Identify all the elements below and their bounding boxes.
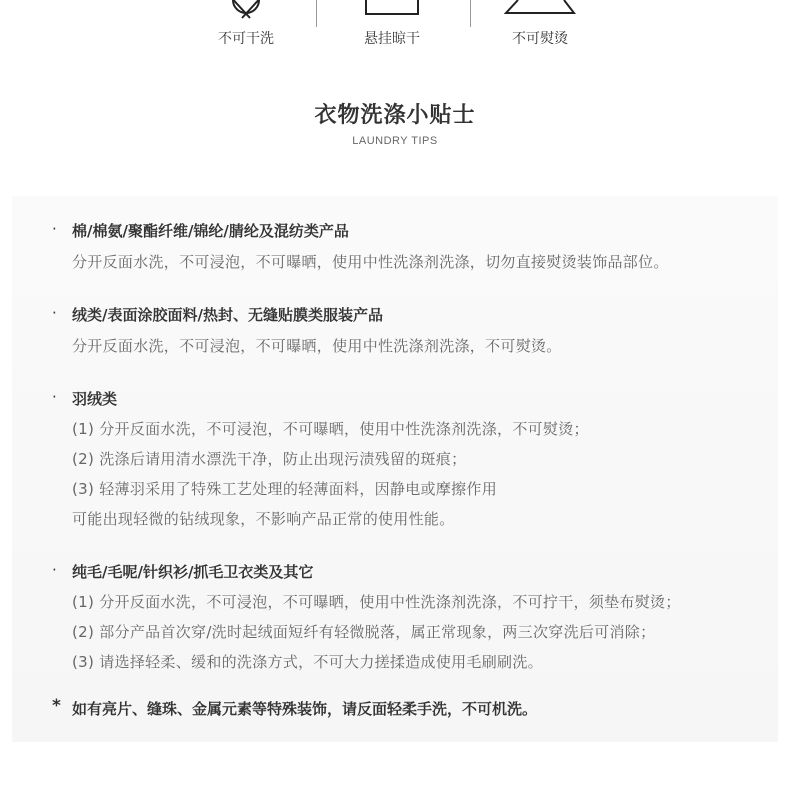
page-subtitle: LAUNDRY TIPS	[352, 135, 438, 147]
section-line: (2) 部分产品首次穿/洗时起绒面短纤有轻微脱落，属正常现象，两三次穿洗后可消除；	[72, 623, 656, 641]
note-star: *	[52, 696, 61, 716]
section-line: (1) 分开反面水洗，不可浸泡，不可曝晒，使用中性洗涤剂洗涤，不可熨烫；	[72, 420, 589, 438]
section-line: (2) 洗涤后请用清水漂洗干净，防止出现污渍残留的斑痕；	[72, 450, 467, 468]
section-line: 分开反面水洗，不可浸泡，不可曝晒，使用中性洗涤剂洗涤，切勿直接熨烫装饰品部位。	[72, 253, 669, 271]
section-heading: 绒类/表面涂胶面料/热封、无缝贴膜类服装产品	[72, 306, 383, 324]
care-icons-row	[0, 0, 790, 60]
section-line: 分开反面水洗，不可浸泡，不可曝晒，使用中性洗涤剂洗涤，不可熨烫。	[72, 337, 562, 355]
page-title: 衣物洗涤小贴士	[314, 103, 476, 128]
hang-dry-icon	[344, 0, 440, 26]
care-label: 不可熨烫	[512, 31, 568, 47]
care-item-0	[198, 0, 294, 60]
bullet: ·	[52, 561, 57, 579]
bullet: ·	[52, 220, 57, 238]
bullet: ·	[52, 304, 57, 322]
bullet: ·	[52, 388, 57, 406]
divider	[470, 0, 471, 27]
section-line: (1) 分开反面水洗，不可浸泡，不可曝晒，使用中性洗涤剂洗涤，不可拧干，须垫布熨烫；	[72, 593, 681, 611]
section-heading: 羽绒类	[72, 390, 118, 408]
divider	[316, 0, 317, 27]
no-iron-icon	[492, 0, 588, 26]
care-item-1	[344, 0, 440, 60]
care-label: 不可干洗	[218, 31, 274, 47]
section-heading: 棉/棉氨/聚酯纤维/锦纶/腈纶及混纺类产品	[72, 222, 349, 240]
care-label: 悬挂晾干	[364, 31, 420, 47]
section-line: 可能出现轻微的钻绒现象，不影响产品正常的使用性能。	[72, 510, 455, 528]
section-line: (3) 轻薄羽采用了特殊工艺处理的轻薄面料，因静电或摩擦作用	[72, 480, 498, 498]
note-text: 如有亮片、缝珠、金属元素等特殊装饰，请反面轻柔手洗，不可机洗。	[72, 700, 538, 718]
no-tumble-dry-icon	[198, 0, 294, 26]
section-line: (3) 请选择轻柔、缓和的洗涤方式，不可大力搓揉造成使用毛刷刷洗。	[72, 653, 543, 671]
care-item-2	[492, 0, 588, 60]
section-heading: 纯毛/毛呢/针织衫/抓毛卫衣类及其它	[72, 563, 314, 581]
